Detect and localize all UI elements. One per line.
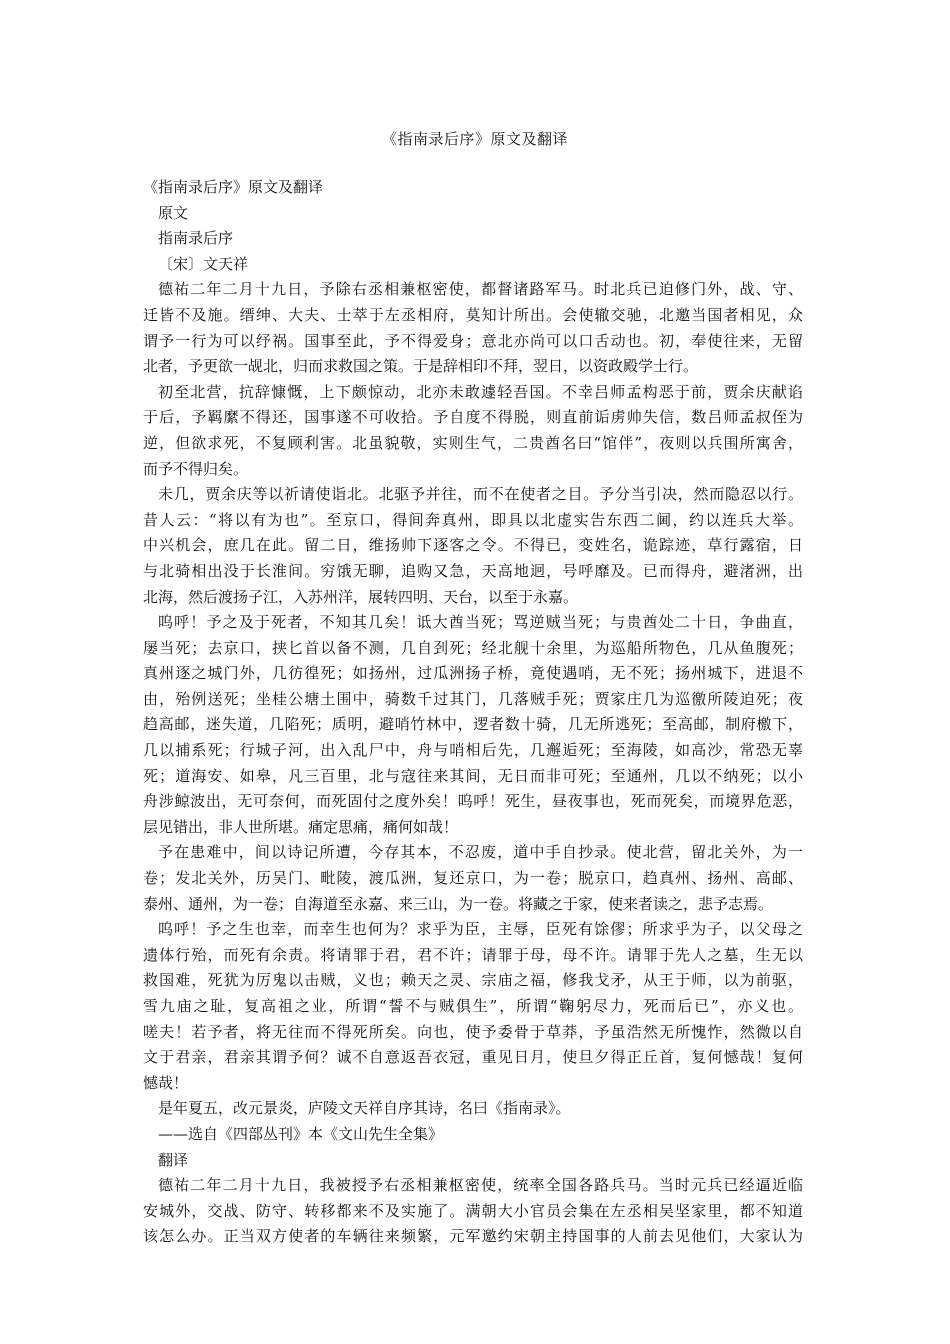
- text-line: 予在患难中，间以诗记所遭，今存其本，不忍废，道中手自抄录。使北营，留北关外，为一: [158, 843, 803, 862]
- document-body: [143, 175, 803, 1250]
- text-line: 北者，予更欲一觇北，归而求救国之策。于是辞相印不拜，翌日，以资政殿学士行。: [143, 357, 699, 376]
- text-line: 与北骑相出没于长淮间。穷饿无聊，追购又急，天高地迥，号呼靡及。已而得舟，避渚洲，出: [143, 561, 803, 580]
- text-line: 真州逐之城门外，几彷徨死；如扬州，过瓜洲扬子桥，竟使遇哨，无不死；扬州城下，进退不: [143, 664, 803, 683]
- section-label-original: 原文: [158, 203, 189, 222]
- work-title: 指南录后序: [158, 229, 234, 248]
- text-line: 卷；发北关外，历吴门、毗陵，渡瓜洲，复还京口，为一卷；脱京口，趋真州、扬州、高邮、: [143, 869, 803, 888]
- text-line: 憾哉！: [143, 1073, 189, 1092]
- text-line: 德祐二年二月十九日，予除右丞相兼枢密使，都督诸路军马。时北兵已迫修门外，战、守、: [158, 280, 803, 299]
- document-title: 《指南录后序》原文及翻译: [381, 130, 568, 148]
- text-line: 初至北营，抗辞慷慨，上下颇惊动，北亦未敢遽轻吾国。不幸吕师孟构恶于前，贾余庆献谄: [158, 382, 803, 401]
- text-line: 雪九庙之耻，复高祖之业，所谓“誓不与贼俱生”，所谓“鞠躬尽力，死而后已”，亦义也。: [143, 997, 803, 1015]
- text-line: 呜呼！予之生也幸，而幸生也何为？求乎为臣，主辱，臣死有馀僇；所求乎为子，以父母之: [158, 920, 803, 939]
- section-label-translation: 翻译: [158, 1150, 189, 1169]
- text-line: 而予不得归矣。: [143, 459, 249, 478]
- source-citation: ——选自《四部丛刊》本《文山先生全集》: [158, 1124, 444, 1143]
- paragraph-7: 是年夏五，改元景炎，庐陵文天祥自序其诗，名曰《指南录》。: [158, 1099, 571, 1118]
- text-line: 于后，予羁縻不得还，国事遂不可收拾。予自度不得脱，则直前诟虏帅失信，数吕师孟叔侄为: [143, 408, 803, 427]
- text-line: 中兴机会，庶几在此。留二日，维扬帅下逐客之令。不得已，变姓名，诡踪迹，草行露宿，日: [143, 536, 803, 555]
- paragraph-6: [143, 917, 803, 1096]
- text-line: 安城外，交战、防守、转移都来不及实施了。满朝大小官员会集在左丞相吴坚家里，都不知道: [143, 1201, 803, 1220]
- text-line: 未几，贾余庆等以祈请使诣北。北驱予并往，而不在使者之目。予分当引决，然而隐忍以行。: [158, 485, 803, 504]
- paragraph-3: [143, 482, 803, 610]
- paragraph-5: [143, 840, 803, 917]
- author-line: 〔宋〕文天祥: [158, 254, 249, 273]
- text-line: 北海，然后渡扬子江，入苏州洋，展转四明、天台，以至于永嘉。: [143, 587, 579, 606]
- text-line: 谓予一行为可以纾祸。国事至此，予不得爱身；意北亦尚可以口舌动也。初，奉使往来，无留: [143, 331, 803, 350]
- paragraph-1: [143, 277, 803, 379]
- text-line: 文于君亲，君亲其谓予何？诚不自意返吾衣冠，重见日月，使旦夕得正丘首，复何憾哉！复何: [143, 1048, 803, 1067]
- text-line: 迁皆不及施。缙绅、大夫、士萃于左丞相府，莫知计所出。会使辙交驰，北邀当国者相见，众: [143, 305, 803, 324]
- text-line: 由，殆例送死；坐桂公塘土围中，骑数千过其门，几落贼手死；贾家庄几为巡徼所陵迫死；夜: [143, 689, 803, 708]
- text-line: 救国难，死犹为厉鬼以击贼，义也；赖天之灵、宗庙之福，修我戈矛，从王于师，以为前驱，: [143, 971, 803, 990]
- text-line: 层见错出，非人世所堪。痛定思痛，痛何如哉！: [143, 817, 459, 836]
- text-line: 屡当死；去京口，挟匕首以备不测，几自刭死；经北舰十余里，为巡船所物色，几从鱼腹死；: [143, 638, 803, 657]
- text-line: 舟涉鲸波出，无可奈何，而死固付之度外矣！呜呼！死生，昼夜事也，死而死矣，而境界危恶，: [143, 792, 803, 811]
- text-line: 趋高邮，迷失道，几陷死；质明，避哨竹林中，逻者数十骑，几无所逃死；至高邮，制府檄下，: [143, 715, 803, 734]
- text-line: 遗体行殆，而死有余责。将请罪于君，君不许；请罪于母，母不许。请罪于先人之墓，生无以: [143, 945, 803, 964]
- text-line: 逆，但欲求死，不复顾利害。北虽貌敬，实则生气，二贵酋名曰“馆伴”，夜则以兵围所寓舍，: [143, 433, 803, 452]
- text-line: 昔人云：“将以有为也”。至京口，得间奔真州，即具以北虚实告东西二阃，约以连兵大举。: [143, 510, 803, 529]
- heading-line: 《指南录后序》原文及翻译: [143, 178, 324, 196]
- paragraph-4: [143, 610, 803, 840]
- paragraph-2: [143, 380, 803, 482]
- translation-paragraph-1: [143, 1173, 803, 1250]
- text-line: 几以捕系死；行城子河，出入乱尸中，舟与哨相后先，几邂逅死；至海陵，如高沙，常恐无辜: [143, 741, 803, 760]
- text-line: 德祐二年二月十九日，我被授予右丞相兼枢密使，统率全国各路兵马。当时元兵已经逼近临: [158, 1176, 803, 1195]
- text-line: 死；道海安、如皋，凡三百里，北与寇往来其间，无日而非可死；至通州，几以不纳死；以小: [143, 766, 803, 785]
- text-line: 嗟夫！若予者，将无往而不得死所矣。向也，使予委骨于草莽，予虽浩然无所愧怍，然微以自: [143, 1022, 803, 1041]
- text-line: 该怎么办。正当双方使者的车辆往来频繁，元军邀约宋朝主持国事的人前去见他们，大家认为: [143, 1227, 803, 1246]
- text-line: 呜呼！予之及于死者，不知其几矣！诋大酋当死；骂逆贼当死；与贵酋处二十日，争曲直，: [158, 613, 803, 632]
- text-line: 泰州、通州，为一卷；自海道至永嘉、来三山，为一卷。将藏之于家，使来者读之，悲予志焉。: [143, 894, 774, 913]
